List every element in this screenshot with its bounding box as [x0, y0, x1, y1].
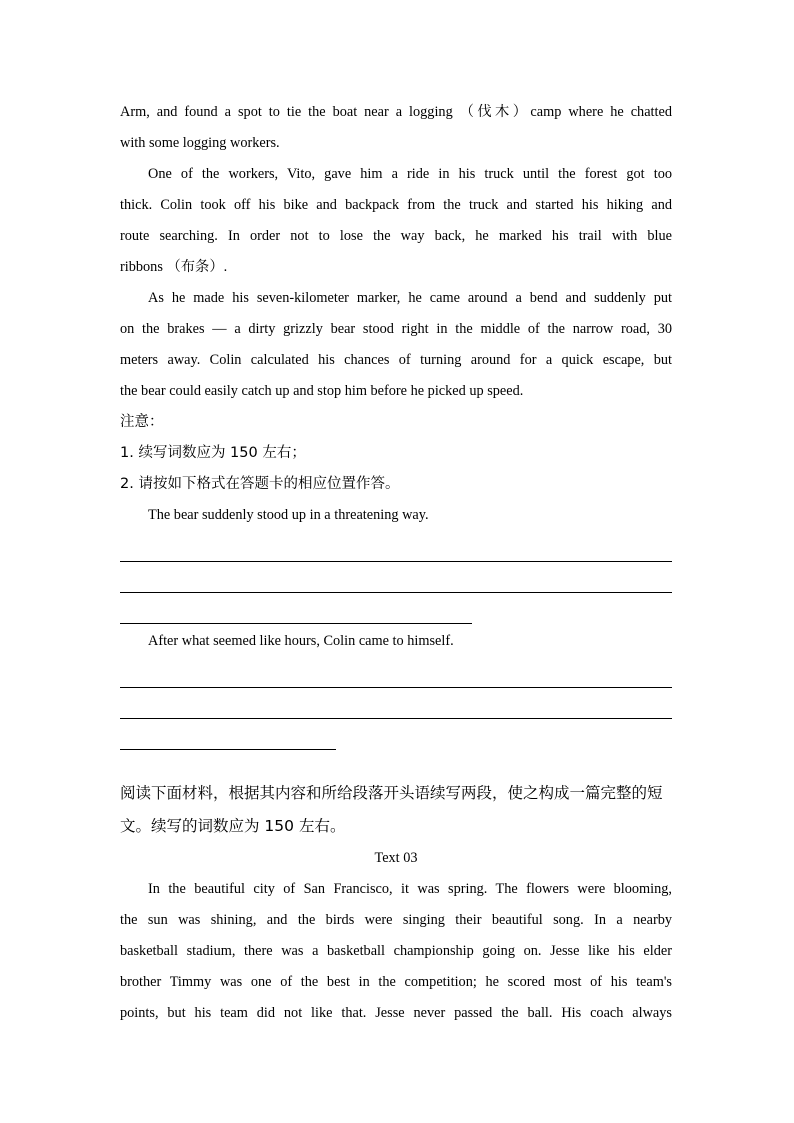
passage-line: the sun was shining, and the birds were singing their beautiful song. In a nearby	[120, 912, 672, 928]
passage-line: Arm, and found a spot to tie the boat near a logging （伐木）camp where he chatted	[120, 104, 672, 120]
passage-line: basketball stadium, there was a basketball championship going on. Jesse like his elder	[120, 943, 672, 959]
passage-line: As he made his seven-kilometer marker, he came around a bend and suddenly put	[148, 290, 672, 306]
passage-line: thick. Colin took off his bike and backpack from the truck and started his hiking and	[120, 197, 672, 213]
passage-line: the bear could easily catch up and stop him before he picked up speed.	[120, 383, 524, 399]
notes-item: 1. 续写词数应为 150 左右；	[120, 445, 306, 461]
passage-line: One of the workers, Vito, gave him a ride in his truck until the forest got too	[148, 166, 672, 182]
passage-line: with some logging workers.	[120, 135, 280, 151]
passage-line: on the brakes — a dirty grizzly bear stood right in the middle of the narrow road, 30	[120, 321, 672, 337]
continuation-prompt: The bear suddenly stood up in a threatening way.	[148, 507, 429, 523]
passage-line: brother Timmy was one of the best in the competition; he scored most of his team's	[120, 974, 672, 990]
passage-line: points, but his team did not like that. Jesse never passed the ball. His coach always	[120, 1005, 672, 1021]
section-title: Text 03	[374, 850, 418, 866]
instruction-line: 文。续写的词数应为 150 左右。	[120, 817, 346, 835]
document-page	[120, 97, 672, 1029]
instruction-line: 阅读下面材料，根据其内容和所给段落开头语续写两段，使之构成一篇完整的短	[120, 784, 663, 802]
answer-line[interactable]	[120, 719, 672, 750]
continuation-prompt: After what seemed like hours, Colin came to himself.	[148, 633, 454, 649]
answer-line[interactable]	[120, 562, 672, 593]
answer-line[interactable]	[120, 593, 672, 624]
answer-line[interactable]	[120, 688, 672, 719]
notes-item: 2. 请按如下格式在答题卡的相应位置作答。	[120, 476, 400, 492]
answer-line[interactable]	[120, 657, 672, 688]
passage-line: In the beautiful city of San Francisco, it was spring. The flowers were blooming,	[148, 881, 672, 897]
section-gap	[120, 750, 672, 777]
passage-line: meters away. Colin calculated his chances of turning around for a quick escape, but	[120, 352, 672, 368]
passage-line: ribbons （布条）.	[120, 259, 228, 275]
passage-line: route searching. In order not to lose the way back, he marked his trail with blue	[120, 228, 672, 244]
answer-line[interactable]	[120, 531, 672, 562]
notes-heading: 注意：	[120, 414, 164, 430]
